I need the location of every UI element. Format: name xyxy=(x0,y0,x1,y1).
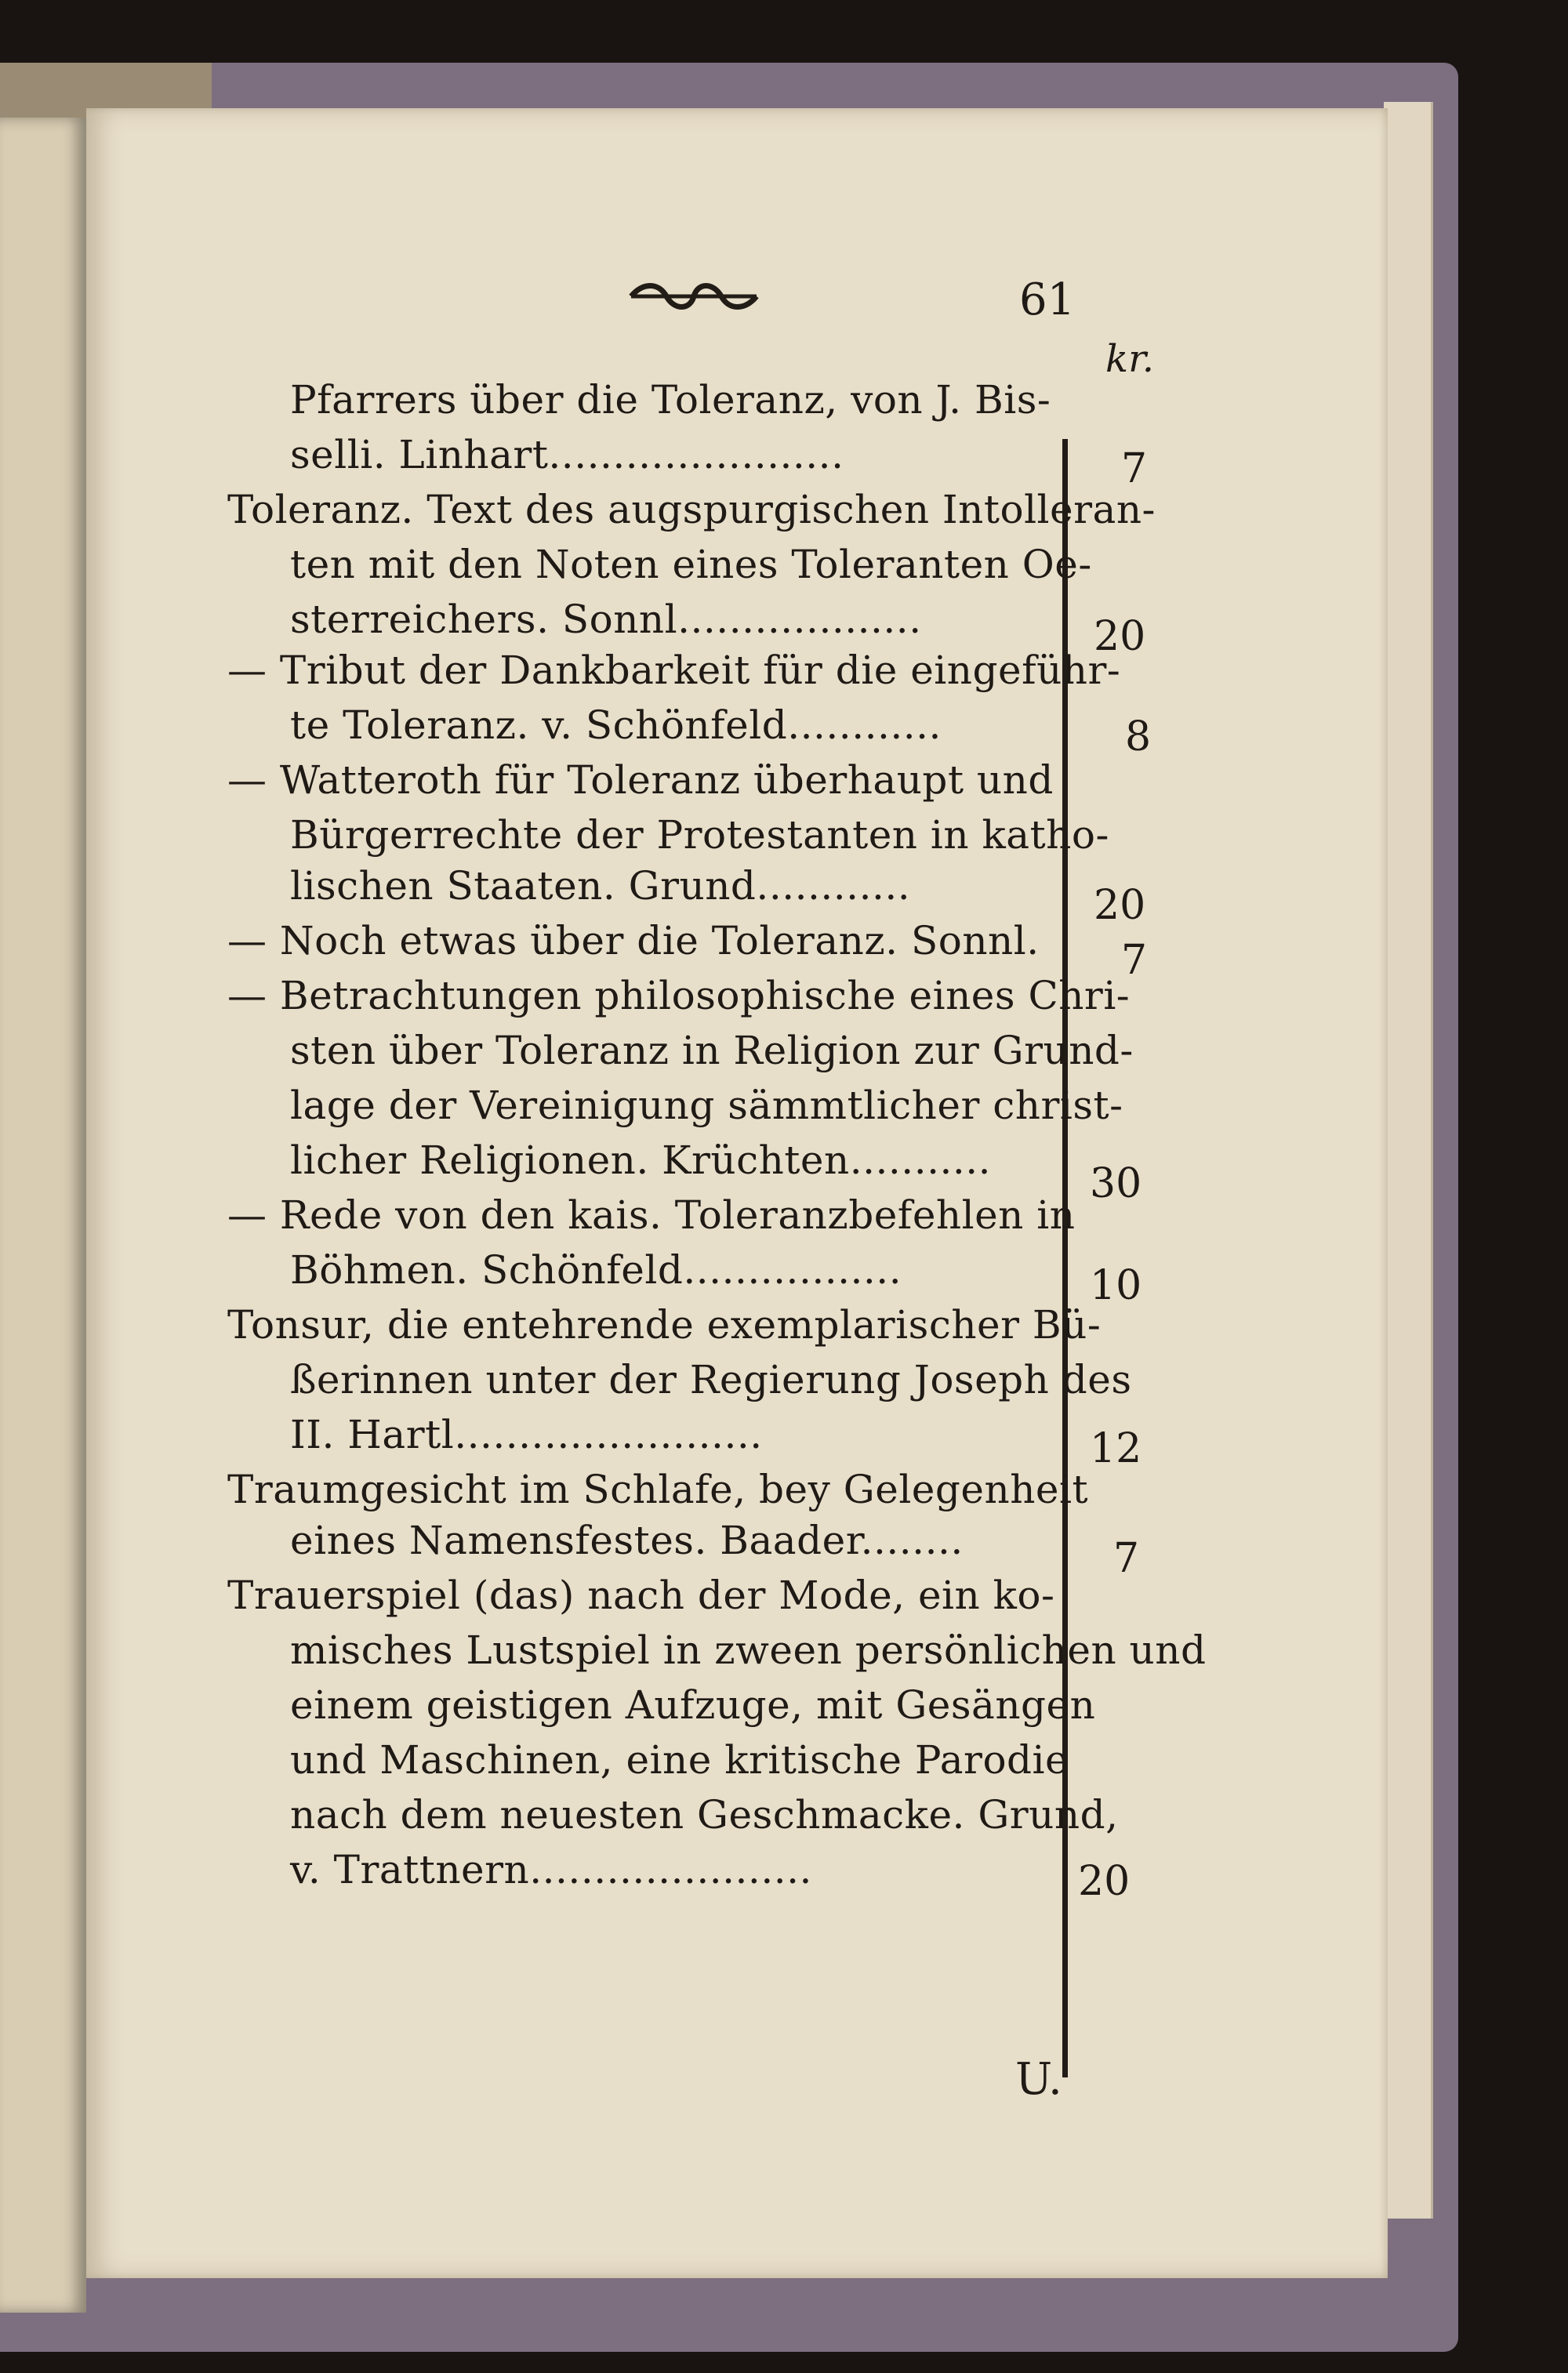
entry-price: 20 xyxy=(1094,882,1146,929)
entry-line: nach dem neuesten Geschmacke. Grund, xyxy=(290,1792,1119,1838)
entry-line: Traumgesicht im Schlafe, bey Gelegenheit xyxy=(227,1467,1089,1512)
price-column-heading: kr. xyxy=(1105,337,1155,381)
entry-line: misches Lustspiel in zween persönlichen und xyxy=(290,1627,1207,1673)
entry-line: sten über Toleranz in Religion zur Grund- xyxy=(290,1028,1134,1073)
entry-line: eines Namensfestes. Baader........ xyxy=(290,1518,964,1563)
entry-line: Böhmen. Schönfeld................. xyxy=(290,1247,902,1293)
entry-line: Bürgerrechte der Protestanten in katho- xyxy=(290,812,1109,858)
entry-line: ten mit den Noten eines Toleranten Oe- xyxy=(290,542,1092,587)
entry-price: 8 xyxy=(1125,713,1152,760)
entry-line: einem geistigen Aufzuge, mit Gesängen xyxy=(290,1682,1096,1728)
entry-price: 30 xyxy=(1090,1160,1142,1207)
entry-line: sterreichers. Sonnl................... xyxy=(290,597,922,642)
entry-line: Tonsur, die entehrende exemplarischer Bü- xyxy=(227,1302,1102,1348)
entry-line: — Rede von den kais. Toleranzbefehlen in xyxy=(227,1192,1076,1238)
ornament-headpiece-icon xyxy=(627,279,760,314)
entry-price: 20 xyxy=(1078,1858,1131,1905)
page-stack-edge xyxy=(1384,102,1433,2219)
entry-line: lage der Vereinigung sämmtlicher christ- xyxy=(290,1083,1123,1128)
entry-price: 10 xyxy=(1090,1262,1142,1309)
entry-line: — Noch etwas über die Toleranz. Sonnl. xyxy=(227,918,1040,963)
entry-line: Pfarrers über die Toleranz, von J. Bis- xyxy=(290,377,1051,423)
entry-line: selli. Linhart....................... xyxy=(290,432,844,477)
entry-line: Trauerspiel (das) nach der Mode, ein ko- xyxy=(227,1573,1055,1618)
entry-line: Toleranz. Text des augspurgischen Intolleran- xyxy=(227,487,1156,532)
catchword: U. xyxy=(1015,2054,1062,2105)
entry-line: — Watteroth für Toleranz überhaupt und xyxy=(227,757,1054,803)
entry-line: II. Hartl........................ xyxy=(290,1412,763,1457)
previous-page-edge xyxy=(0,118,86,2313)
entry-line: — Betrachtungen philosophische eines Chri- xyxy=(227,973,1131,1018)
entry-price: 12 xyxy=(1090,1425,1142,1472)
entry-price: 7 xyxy=(1121,937,1148,984)
entry-line: — Tribut der Dankbarkeit für die eingeführ- xyxy=(227,648,1121,693)
entry-line: lischen Staaten. Grund............ xyxy=(290,863,911,909)
page-number: 61 xyxy=(1019,274,1076,325)
entry-line: licher Religionen. Krüchten........... xyxy=(290,1138,992,1183)
entry-price: 7 xyxy=(1113,1535,1140,1582)
entry-line: ßerinnen unter der Regierung Joseph des xyxy=(290,1357,1132,1402)
entry-price: 7 xyxy=(1121,445,1148,492)
entry-line: v. Trattnern...................... xyxy=(290,1847,812,1892)
entry-price: 20 xyxy=(1094,613,1146,660)
entry-line: und Maschinen, eine kritische Parodie xyxy=(290,1737,1069,1783)
entry-line: te Toleranz. v. Schönfeld............ xyxy=(290,702,942,748)
